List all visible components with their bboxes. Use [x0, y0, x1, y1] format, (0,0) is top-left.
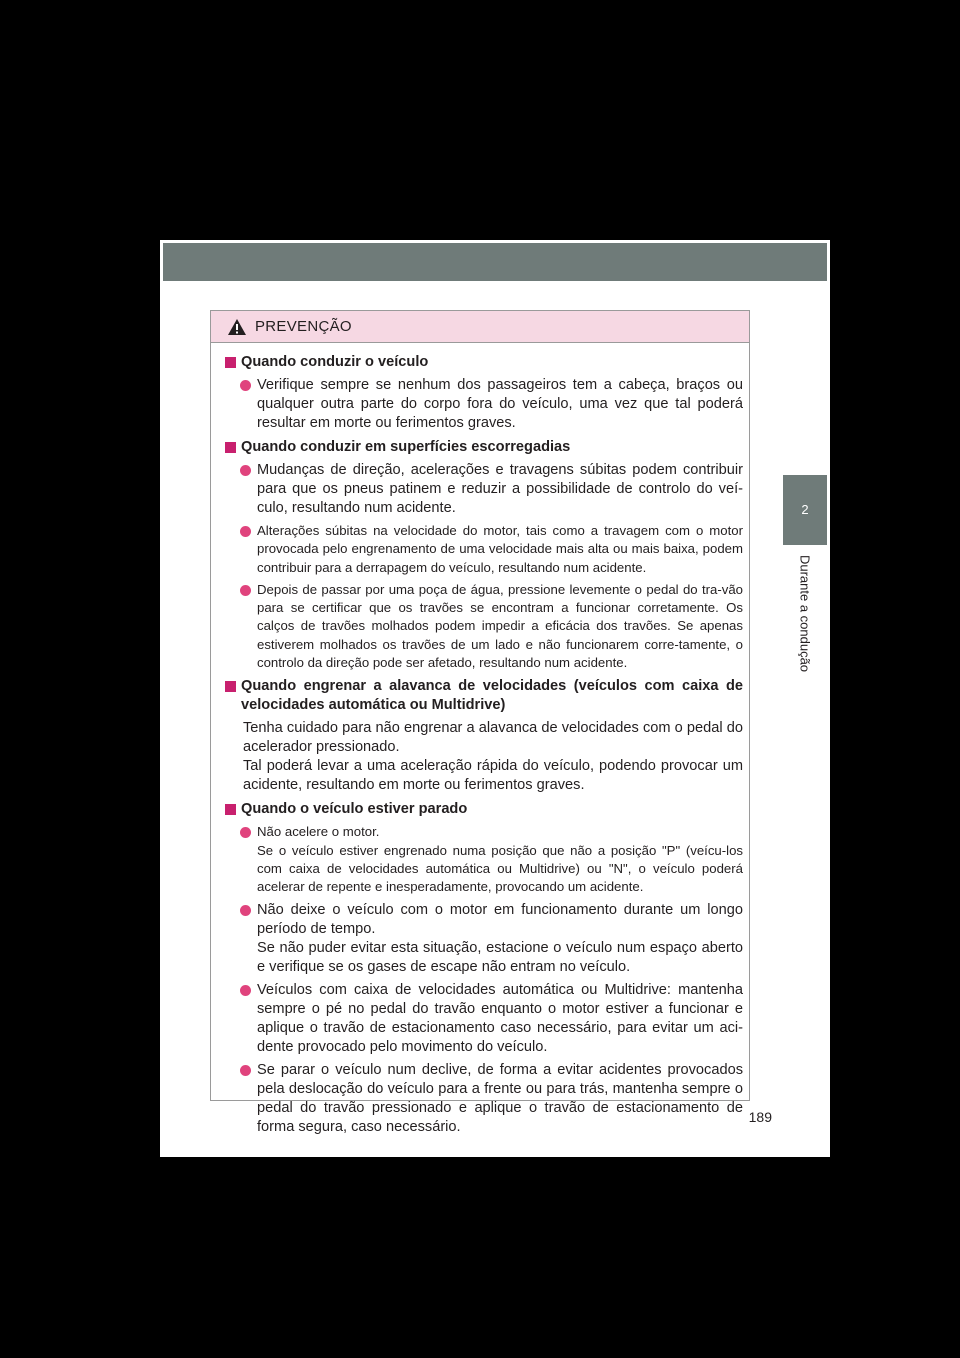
section-title: Quando o veículo estiver parado [241, 801, 468, 818]
list-item-text: Depois de passar por uma poça de água, pressione levemente o pedal do tra-vão para se certificar que os travões se encontram a funcionar corretamente. Os calços de travões molhados podem impedir a eficácia dos travões. Se apenas estiverem molhados os travões de um lado e não funcionarem corre-tamente, o controlo da direção pode ser afetado, resultando num acidente. [257, 581, 743, 671]
section-shift-lever [225, 677, 743, 715]
warning-header [211, 311, 749, 343]
chapter-tab [783, 475, 827, 545]
round-bullet-icon [240, 985, 251, 996]
top-bar [163, 243, 827, 281]
square-bullet-icon [225, 357, 236, 368]
list-item-line: Não acelere o motor. [257, 824, 380, 840]
manual-page [160, 240, 830, 1157]
section-title: Quando conduzir o veículo [241, 354, 429, 370]
round-bullet-icon [240, 1065, 251, 1076]
round-bullet-icon [240, 585, 251, 596]
list-item [240, 376, 743, 433]
list-item-text: Alterações súbitas na velocidade do motor, tais como a travagem com o motor provocada pelo engrenamento de uma velocidade mais alta ou mais baixa, podem contribuir para a derrapagem do veículo, resultando num acidente. [257, 523, 743, 575]
paragraph [243, 719, 743, 795]
warning-content [211, 343, 749, 1137]
list-item [240, 1061, 743, 1137]
chapter-number: 2 [801, 502, 809, 517]
section-slippery [225, 438, 743, 457]
round-bullet-icon [240, 465, 251, 476]
chapter-label: Durante a condução [797, 554, 813, 673]
list-item [240, 461, 743, 518]
warning-box [210, 310, 750, 1135]
list-item-line: Se não puder evitar esta situação, estacione o veículo num espaço aberto e verifique se os gases de escape não entram no veículo. [257, 939, 743, 975]
list-item-text: Mudanças de direção, acelerações e travagens súbitas podem contribuir para que os pneus patinem e reduzir a possibilidade de controlo do veí-culo, resultando num acidente. [257, 462, 743, 516]
list-item-text [257, 901, 743, 977]
round-bullet-icon [240, 827, 251, 838]
square-bullet-icon [225, 681, 236, 692]
list-item-text: Verifique sempre se nenhum dos passageiros tem a cabeça, braços ou qualquer outra parte do corpo fora do veículo, uma vez que tal poderá resultar em morte ou ferimentos graves. [257, 377, 743, 431]
square-bullet-icon [225, 804, 236, 815]
list-item-line: Não deixe o veículo com o motor em funcionamento durante um longo período de tempo. [257, 901, 743, 937]
list-item [240, 581, 743, 672]
list-item-line: Se o veículo estiver engrenado numa posição que não a posição "P" (veícu-los com caixa de velocidades automática ou Multidrive) ou "N", o veículo poderá acelerar de repente e inesperadamente, provocando um acidente. [257, 842, 743, 895]
section-stopped [225, 800, 743, 819]
section-title: Quando conduzir em superfícies escorregadias [241, 439, 571, 455]
round-bullet-icon [240, 905, 251, 916]
section-title: Quando engrenar a alavanca de velocidades (veículos com caixa de velocidades automática ou Multidrive) [241, 678, 743, 714]
round-bullet-icon [240, 380, 251, 391]
list-item [240, 823, 743, 896]
list-item-text: Se parar o veículo num declive, de forma a evitar acidentes provocados pela deslocação do veículo para a frente ou para trás, mantenha sempre o pedal do travão pressionado e aplique o travão de estacionamento de forma segura, caso necessário. [257, 1061, 743, 1135]
list-item [240, 522, 743, 577]
section-driving [225, 353, 743, 372]
warning-triangle-icon [227, 318, 247, 336]
list-item [240, 981, 743, 1057]
warning-title: PREVENÇÃO [255, 318, 352, 335]
square-bullet-icon [225, 442, 236, 453]
paragraph-line: Tal poderá levar a uma aceleração rápida do veículo, podendo provocar um acidente, resultando em morte ou ferimentos graves. [243, 758, 743, 794]
list-item-text: Veículos com caixa de velocidades automática ou Multidrive: mantenha sempre o pé no pedal do travão enquanto o motor estiver a funcionar e aplique o travão de estacionamento caso necessário, para evitar um aci-dente provocado pelo movimento do veículo. [257, 981, 743, 1055]
page-number: 189 [748, 1109, 772, 1125]
list-item [240, 901, 743, 977]
list-item-text [257, 823, 743, 896]
paragraph-line: Tenha cuidado para não engrenar a alavanca de velocidades com o pedal do acelerador pressionado. [243, 720, 743, 756]
round-bullet-icon [240, 526, 251, 537]
